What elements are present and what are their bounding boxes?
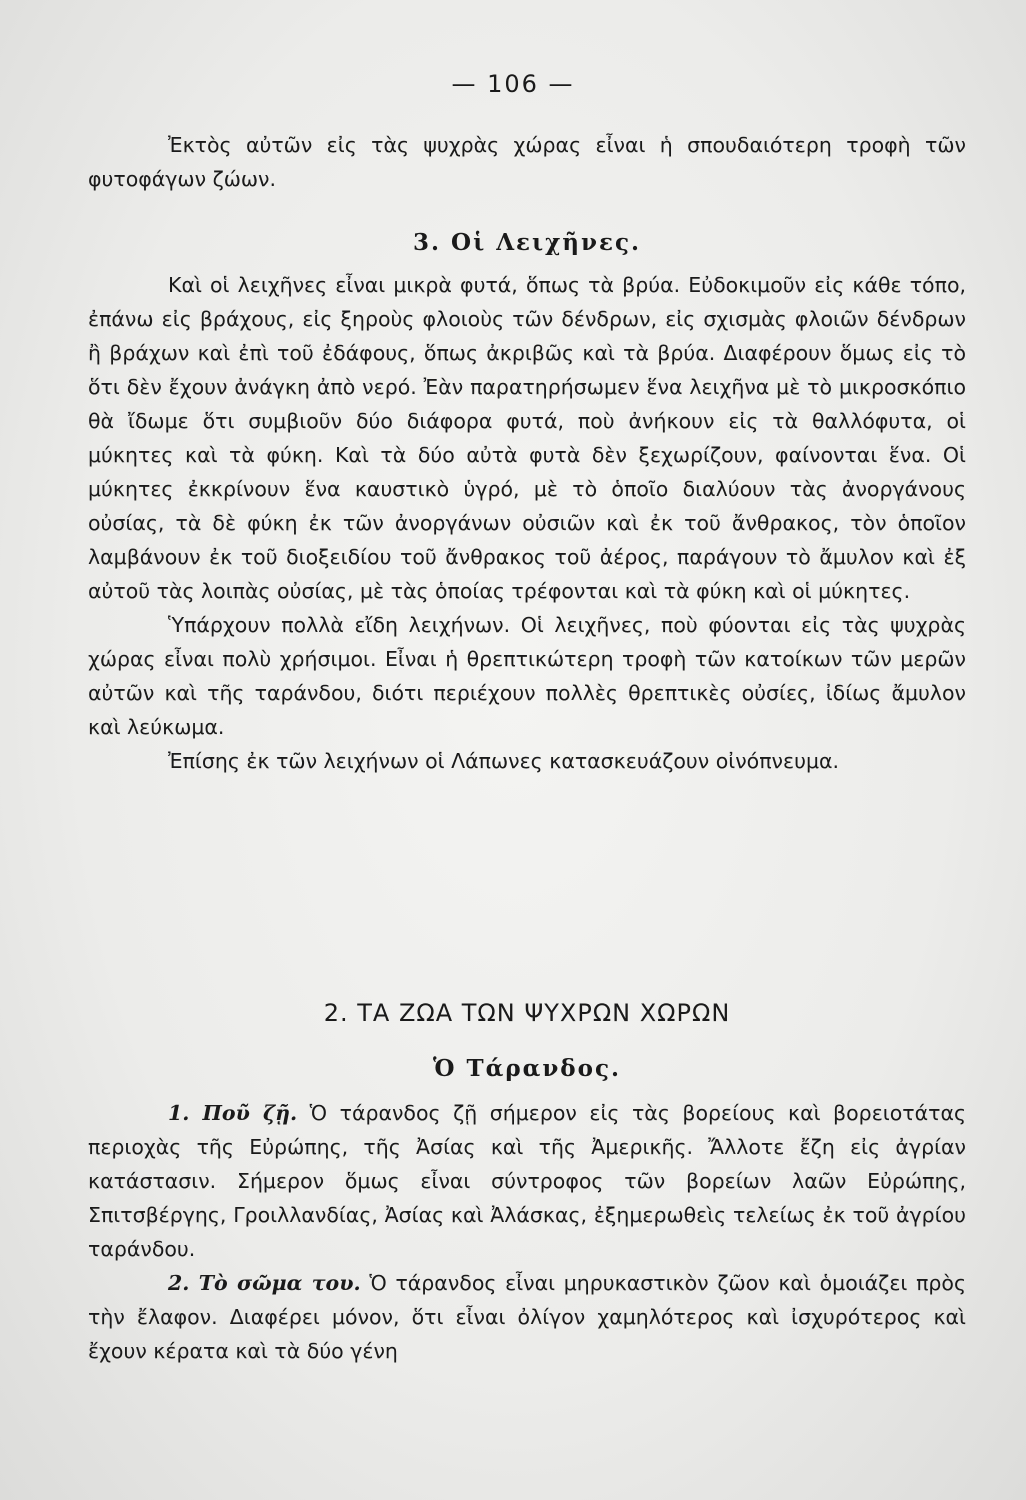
reindeer-body bbox=[88, 1096, 966, 1368]
paragraph-title-its-body: 2. Τὸ σῶμα του. bbox=[168, 1271, 361, 1295]
chapter-heading: 2. ΤΑ ΖΩΑ ΤΩΝ ΨΥΧΡΩΝ ΧΩΡΩΝ bbox=[323, 999, 731, 1027]
lichens-paragraph-2: Ὑπάρχουν πολλὰ εἴδη λειχήνων. Οἱ λειχῆνες, ποὺ φύονται εἰς τὰς ψυχρὰς χώρας εἶναι πολὺ χρήσιμοι. Εἶναι ἡ θρεπτικώτερη τροφὴ τῶν κατοίκων τῶν μερῶν αὐτῶν καὶ τῆς ταράνδου, διότι περιέχουν πολλὲς θρεπτικὲς οὐσίες, ἰδίως ἄμυλον καὶ λεύκωμα. bbox=[88, 613, 966, 739]
reindeer-paragraph-2 bbox=[88, 1266, 966, 1368]
section-heading-lichens: 3. Οἱ Λειχῆνες. bbox=[413, 229, 641, 256]
intro-block bbox=[88, 128, 966, 196]
chapter-heading-block bbox=[88, 996, 966, 1030]
page-number: — 106 — bbox=[451, 70, 575, 98]
paragraph-text-where-it-lives: Ὁ τάρανδος ζῇ σήμερον εἰς τὰς βορείους καὶ βορειοτάτας περιοχὰς τῆς Εὐρώπης, τῆς Ἀσίας καὶ τῆς Ἀμερικῆς. Ἄλλοτε ἔζη εἰς ἀγρίαν κατάστασιν. Σήμερον ὅμως εἶναι σύντροφος τῶν βορείων λαῶν Εὐρώπης, Σπιτσβέργης, Γροιλλανδίας, Ἀσίας καὶ Ἀλάσκας, ἐξημερωθεὶς τελείως ἐκ τοῦ ἀγρίου ταράνδου. bbox=[88, 1101, 966, 1261]
lichens-paragraph-3: Ἐπίσης ἐκ τῶν λειχήνων οἱ Λάπωνες κατασκευάζουν οἰνόπνευμα. bbox=[168, 749, 840, 773]
lichens-heading-block bbox=[88, 226, 966, 260]
paragraph-text-its-body: Ὁ τάρανδος εἶναι μηρυκαστικὸν ζῶον καὶ ὁμοιάζει πρὸς τὴν ἔλαφον. Διαφέρει μόνον, ὅτι εἶναι ὀλίγον χαμηλότερος καὶ ἰσχυρότερος καὶ ἔχουν κέρατα καὶ τὰ δύο γένη bbox=[88, 1271, 966, 1363]
paragraph-title-where-it-lives: 1. Ποῦ ζῇ. bbox=[168, 1101, 298, 1125]
reindeer-heading-block bbox=[88, 1052, 966, 1086]
intro-paragraph: Ἐκτὸς αὐτῶν εἰς τὰς ψυχρὰς χώρας εἶναι ἡ σπουδαιότερη τροφὴ τῶν φυτοφάγων ζώων. bbox=[88, 133, 966, 191]
reindeer-paragraph-1 bbox=[88, 1096, 966, 1266]
lichens-paragraph-1: Καὶ οἱ λειχῆνες εἶναι μικρὰ φυτά, ὅπως τὰ βρύα. Εὐδοκιμοῦν εἰς κάθε τόπο, ἐπάνω εἰς βράχους, εἰς ξηροὺς φλοιοὺς τῶν δένδρων, εἰς σχισμὰς φλοιῶν δένδρων ἢ βράχων καὶ ἐπὶ τοῦ ἐδάφους, ὅπως ἀκριβῶς καὶ τὰ βρύα. Διαφέρουν ὅμως εἰς τὸ ὅτι δὲν ἔχουν ἀνάγκη ἀπὸ νερό. Ἐὰν παρατηρήσωμεν ἕνα λειχῆνα μὲ τὸ μικροσκόπιο θὰ ἴδωμε ὅτι συμβιοῦν δύο διάφορα φυτά, ποὺ ἀνήκουν εἰς τὰ θαλλόφυτα, οἱ μύκητες καὶ τὰ φύκη. Καὶ τὰ δύο αὐτὰ φυτὰ δὲν ξεχωρίζουν, φαίνονται ἕνα. Οἱ μύκητες ἐκκρίνουν ἕνα καυστικὸ ὑγρό, μὲ τὸ ὁποῖο διαλύουν τὰς ἀνοργάνους οὐσίας, τὰ δὲ φύκη ἐκ τῶν ἀνοργάνων οὐσιῶν καὶ ἐκ τοῦ ἄνθρακος, τὸν ὁποῖον λαμβάνουν ἐκ τοῦ διοξειδίου τοῦ ἄνθρακος τοῦ ἀέρος, παράγουν τὸ ἄμυλον καὶ ἐξ αὐτοῦ τὰς λοιπὰς οὐσίας, μὲ τὰς ὁποίας τρέφονται καὶ τὰ φύκη καὶ οἱ μύκητες. bbox=[88, 273, 966, 603]
lichens-body bbox=[88, 268, 966, 778]
section-heading-reindeer: Ὁ Τάρανδος. bbox=[433, 1055, 621, 1082]
